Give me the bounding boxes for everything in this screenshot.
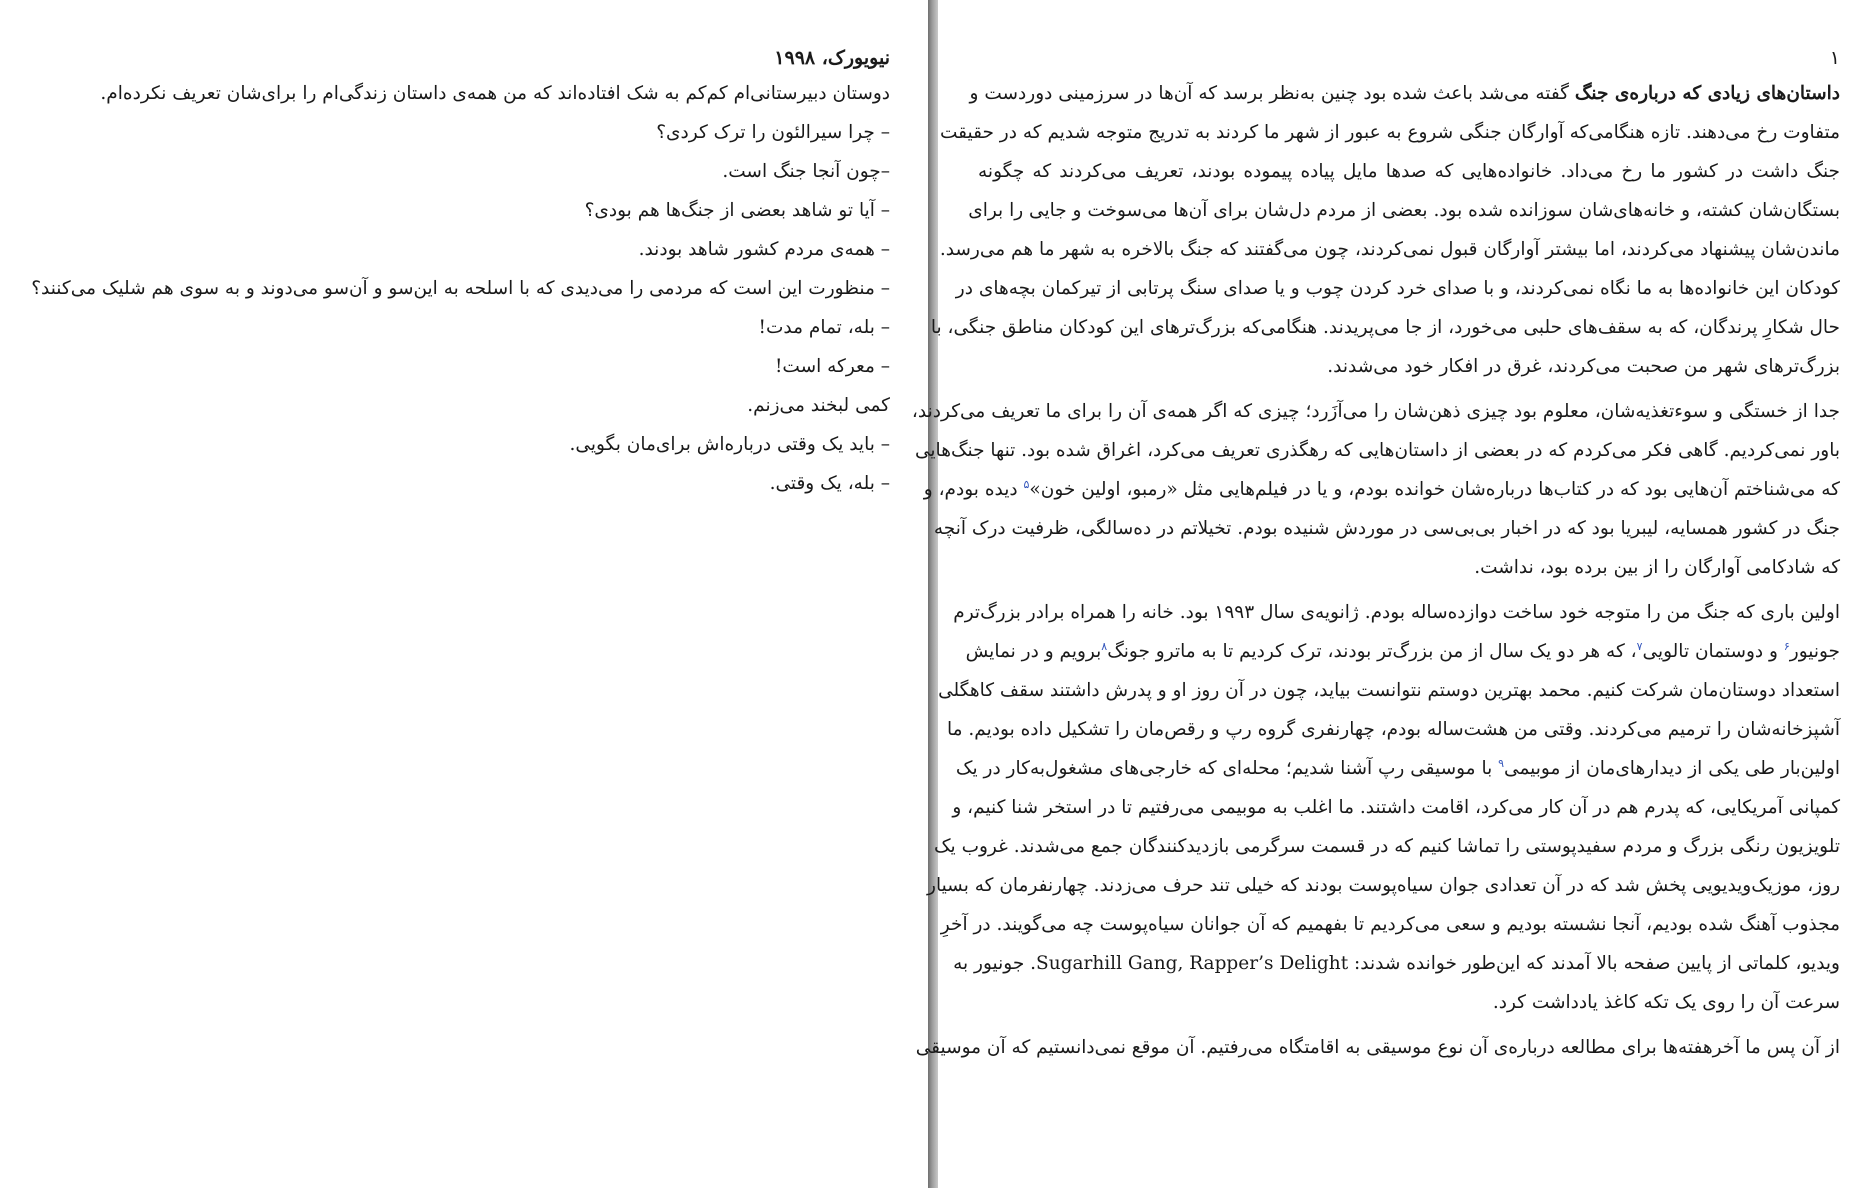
text-line: متفاوت رخ می‌دهند. تازه هنگامی‌که آوارگان جنگی شروع به عبور از شهر ما کردند به تدریج متوجه شدیم که در حقیقت [940, 122, 1840, 143]
text-line: ماندن‌شان پیشنهاد می‌کردند، اما بیشتر آوارگان قبول نمی‌کردند، چون می‌گفتند که جنگ بالاخره به شهر ما هم می‌رسد. [939, 239, 1840, 260]
text-line: بزرگ‌ترهای شهر من صحبت می‌کردند، غرق در افکار خود می‌شدند. [1327, 356, 1840, 377]
text-run: اولین‌بار طی یکی از دیدارهای‌مان از موبیمی [1504, 758, 1840, 779]
dialogue-line: –چون آنجا جنگ است. [722, 161, 890, 182]
paragraph-4 [915, 1028, 1840, 1067]
text-line: تلویزیون رنگی بزرگ و مردم سفیدپوستی را تماشا کنیم که در قسمت سرگرمی بازدیدکنندگان جمع می‌شدند. غروب یک [934, 836, 1840, 857]
text-line: بستگان‌شان کشته، و خانه‌های‌شان سوزانده شده بود. بعضی از مردم دل‌شان برای آن‌ها می‌سوخت و جایی را برای [968, 200, 1840, 221]
text-run: و دوستمان تالویی [1642, 641, 1784, 662]
book-gutter [928, 0, 938, 1188]
dialogue-line: – بله، یک وقتی. [769, 473, 890, 494]
text-line [923, 470, 1840, 509]
text-line: مجذوب آهنگ شده بودیم، آنجا نشسته بودیم و سعی می‌کردیم تا بفهمیم که آن جوانان سیاه‌پوست چه می‌گویند. در آخرِ [940, 914, 1840, 935]
dialogue-line: – چرا سیرالئون را ترک کردی؟ [656, 122, 890, 143]
dialogue-line: – معرکه است! [774, 356, 890, 377]
text-line: روز، موزیک‌ویدیویی پخش شد که در آن تعدادی جوان سیاه‌پوست بودند که خیلی تند حرف می‌زدند. چهارنفرمان که بسیار [927, 875, 1840, 896]
text-line: جنگ داشت در کشور ما رخ می‌داد. خانواده‌هایی که صدها مایل پیاده پیموده بودند، تعریف می‌کردند که چگونه [978, 161, 1840, 182]
paragraph-3 [927, 593, 1840, 1022]
text-line: اولین باری که جنگ من را متوجه خود ساخت دوازده‌ساله بودم. ژانویه‌ی سال ۱۹۹۳ بود. خانه را همراه برادر بزرگ‌ترم [953, 602, 1840, 623]
text-line: سرعت آن را روی یک تکه کاغذ یادداشت کرد. [1492, 992, 1840, 1013]
text-run: برویم و در نمایش [965, 641, 1102, 662]
dialogue-line: – همه‌ی مردم کشور شاهد بودند. [638, 239, 890, 260]
text-run: ، که هر دو یک سال از من بزرگ‌تر بودند، ترک کردیم تا به ماترو جونگ [1107, 641, 1637, 662]
text-line: جنگ در کشور همسایه، لیبریا بود که در اخبار بی‌بی‌سی در موردش شنیده بودم. تخیلاتم در ده‌سالگی، ظرفیت درک آنچه [933, 518, 1840, 539]
dialogue-line: – آیا تو شاهد بعضی از جنگ‌ها هم بودی؟ [584, 200, 890, 221]
footnote-ref[interactable]: ۵ [1023, 477, 1030, 491]
footnote-ref[interactable]: ۹ [1498, 756, 1505, 770]
dialogue-line: دوستان دبیرستانی‌ام کم‌کم به شک افتاده‌اند که من همه‌ی داستان زندگی‌ام را برای‌شان تعریف نکرده‌ام. [100, 83, 890, 104]
page-number: ۱ [1829, 47, 1840, 69]
text-line [953, 944, 1840, 983]
chapter-heading: نیویورک، ۱۹۹۸ [774, 47, 890, 69]
right-page [911, 0, 1858, 1188]
footnote-ref[interactable]: ۷ [1636, 639, 1643, 653]
text-run: گفته می‌شد باعث شده بود چنین به‌نظر برسد که آن‌ها در سرزمینی دوردست و [969, 83, 1575, 104]
text-run: . جونیور به [953, 953, 1037, 974]
text-line: حال شکارِ پرندگان، که به سقف‌های حلبی می‌خورد، از جا می‌پریدند. هنگامی‌که بزرگ‌ترهای این کودکان مناطق جنگی، با [930, 317, 1840, 338]
text-line: کمپانی آمریکایی، که پدرم هم در آن کار می‌کرد، اقامت داشتند. ما اغلب به موبیمی می‌رفتیم تا در استخر شنا کنیم، و [952, 797, 1840, 818]
dialogue-line: – منظورت این است که مردمی را می‌دیدی که با اسلحه به این‌سو و آن‌سو می‌دوند و به سوی هم شلیک می‌کنند؟ [31, 278, 890, 299]
dialogue-line: – بله، تمام مدت! [758, 317, 890, 338]
dialogue-line: – باید یک وقتی درباره‌اش برای‌مان بگویی. [569, 434, 890, 455]
text-line [965, 632, 1840, 671]
text-line [969, 74, 1840, 113]
bold-phrase: داستان‌های زیادی که درباره‌ی جنگ [1574, 83, 1840, 104]
text-line: جدا از خستگی و سوءتغذیه‌شان، معلوم بود چیزی ذهن‌شان را می‌آزَرد؛ چیزی که اگر همه‌ی آن را برای ما تعریف می‌کردند، [911, 401, 1840, 422]
text-line: باور نمی‌کردیم. گاهی فکر می‌کردم که در بعضی از داستان‌هایی که رهگذری تعریف می‌کرد، اغراق شده بود. تنها جنگ‌هایی [914, 440, 1840, 461]
text-line: کودکان این خانواده‌ها به ما نگاه نمی‌کردند، و با صدای خرد کردن چوب و یا صدای سنگ پرتابی از تیرکمان بچه‌های در [955, 278, 1840, 299]
footnote-ref[interactable]: ۸ [1101, 639, 1108, 653]
left-page-text [31, 44, 890, 503]
english-title: Sugarhill Gang, Rapper’s Delight [1036, 953, 1349, 974]
text-line: آشپزخانه‌شان را ترمیم می‌کردند. وقتی من هشت‌ساله بودم، چهارنفری گروه رپ و رقص‌مان را تشکیل داده بودیم. ما [947, 719, 1840, 740]
text-line [955, 749, 1840, 788]
paragraph-2 [911, 392, 1840, 587]
text-line: استعداد دوستان‌مان شرکت کنیم. محمد بهترین دوستم نتوانست بیاید، چون در آن روز او و پدرش داشتند سقف کاهگلی [938, 680, 1840, 701]
left-page [0, 0, 928, 1188]
text-run: که می‌شناختم آن‌هایی بود که در کتاب‌ها درباره‌شان خوانده بودم، و یا در فیلم‌هایی مثل «رمبو، اولین خون» [1029, 479, 1840, 500]
text-line: از آن پس ما آخرهفته‌ها برای مطالعه درباره‌ی آن نوع موسیقی به اقامتگاه می‌رفتیم. آن موقع نمی‌دانستیم که آن موسیقی [915, 1037, 1840, 1058]
footnote-ref[interactable]: ۶ [1783, 639, 1790, 653]
dialogue-line: کمی لبخند می‌زنم. [747, 395, 890, 416]
text-run: دیده بودم، و [923, 479, 1024, 500]
text-run: ویدیو، کلماتی از پایین صفحه بالا آمدند که این‌طور خوانده شدند: [1348, 953, 1840, 974]
text-run: با موسیقی رپ آشنا شدیم؛ محله‌ای که خارجی‌های مشغول‌به‌کار در یک [955, 758, 1499, 779]
paragraph-1 [930, 74, 1840, 386]
text-run: جونیور [1789, 641, 1840, 662]
text-line: که شادکامی آوارگان را از بین برده بود، نداشت. [1474, 557, 1840, 578]
right-page-text [911, 44, 1840, 1073]
